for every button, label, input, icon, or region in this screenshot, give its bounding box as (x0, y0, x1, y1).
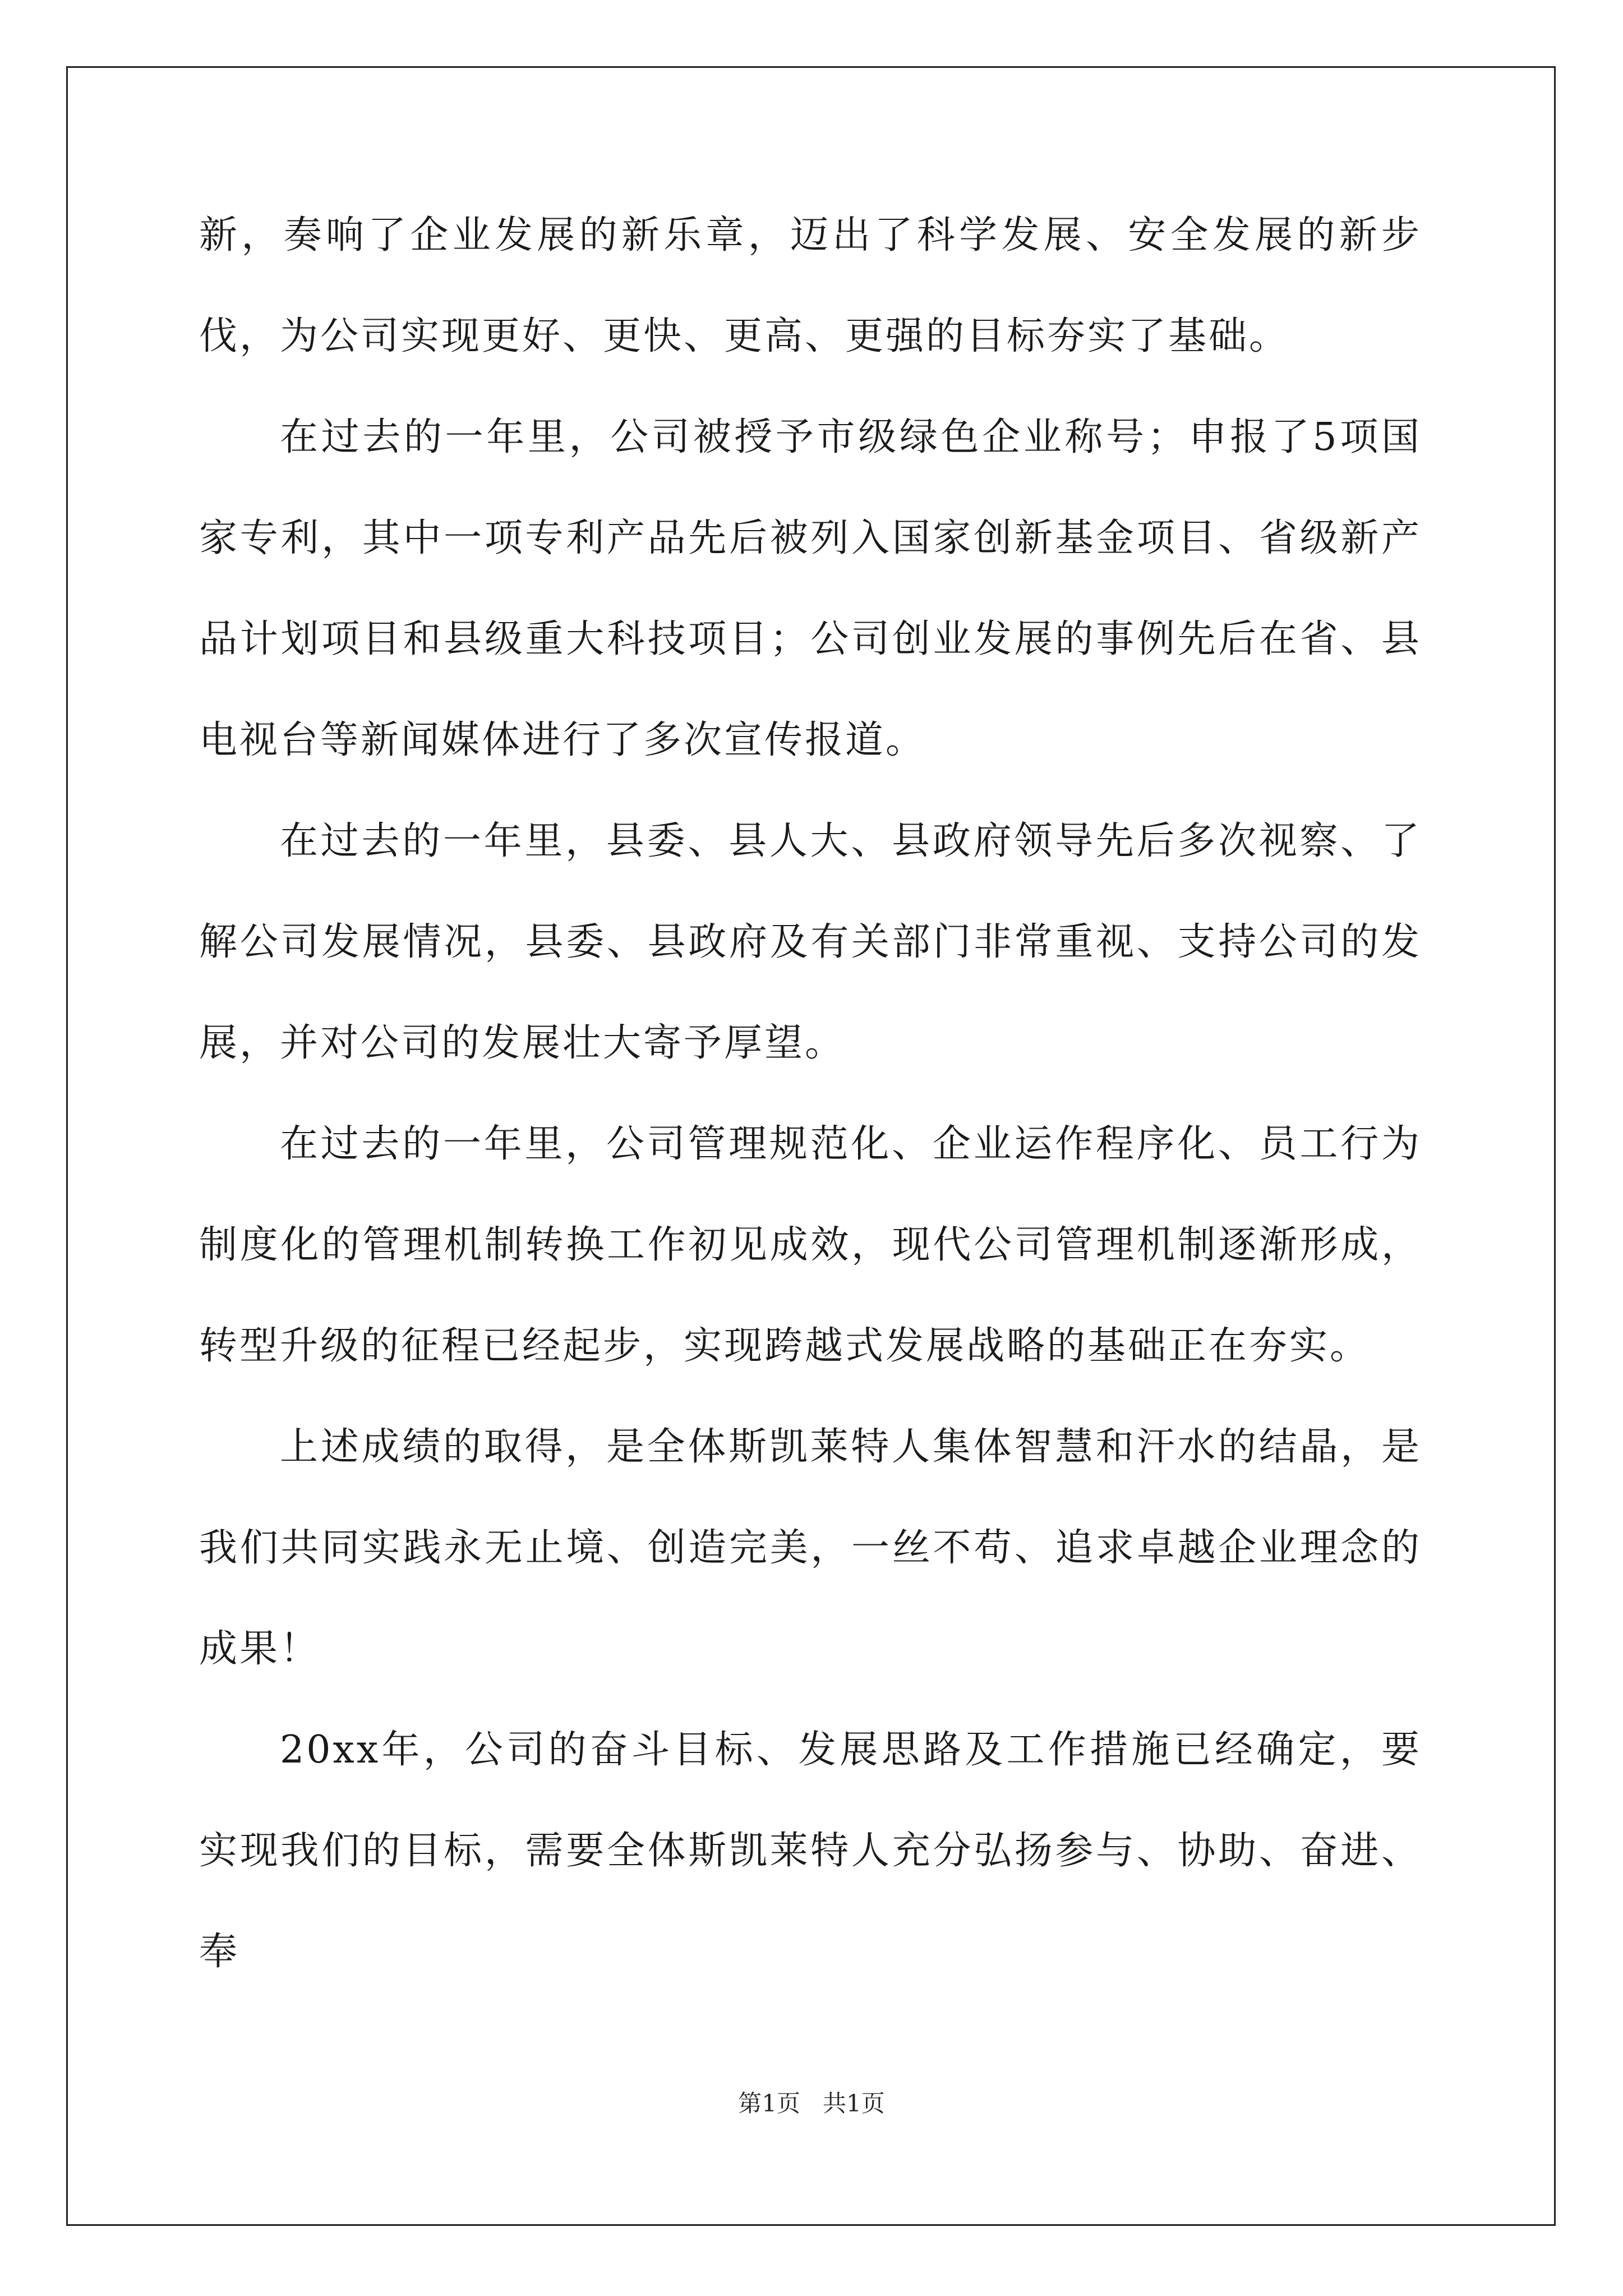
page-number: 第1页 (738, 2090, 800, 2117)
paragraph-2: 在过去的一年里，公司被授予市级绿色企业称号；申报了5项国家专利，其中一项专利产品先后被列入国家创新基金项目、省级新产品计划项目和县级重大科技项目；公司创业发展的事例先后在省、县电视台等新闻媒体进行了多次宣传报道。 (199, 415, 1422, 762)
page-footer (0, 2087, 1623, 2120)
page-total: 共1页 (823, 2090, 885, 2117)
paragraph-4: 在过去的一年里，公司管理规范化、企业运作程序化、员工行为制度化的管理机制转换工作初见成效，现代公司管理机制逐渐形成，转型升级的征程已经起步，实现跨越式发展战略的基础正在夯实。 (199, 1122, 1422, 1368)
paragraph-3: 在过去的一年里，县委、县人大、县政府领导先后多次视察、了解公司发展情况，县委、县政府及有关部门非常重视、支持公司的发展，并对公司的发展壮大寄予厚望。 (199, 819, 1422, 1065)
document-body (199, 185, 1422, 2003)
paragraph-5: 上述成绩的取得，是全体斯凯莱特人集体智慧和汗水的结晶，是我们共同实践永无止境、创造完美，一丝不苟、追求卓越企业理念的成果！ (199, 1425, 1422, 1671)
paragraph-6: 20xx年，公司的奋斗目标、发展思路及工作措施已经确定，要实现我们的目标，需要全体斯凯莱特人充分弘扬参与、协助、奋进、奉 (199, 1728, 1422, 1974)
paragraph-1: 新，奏响了企业发展的新乐章，迈出了科学发展、安全发展的新步伐，为公司实现更好、更快、更高、更强的目标夯实了基础。 (199, 213, 1422, 358)
